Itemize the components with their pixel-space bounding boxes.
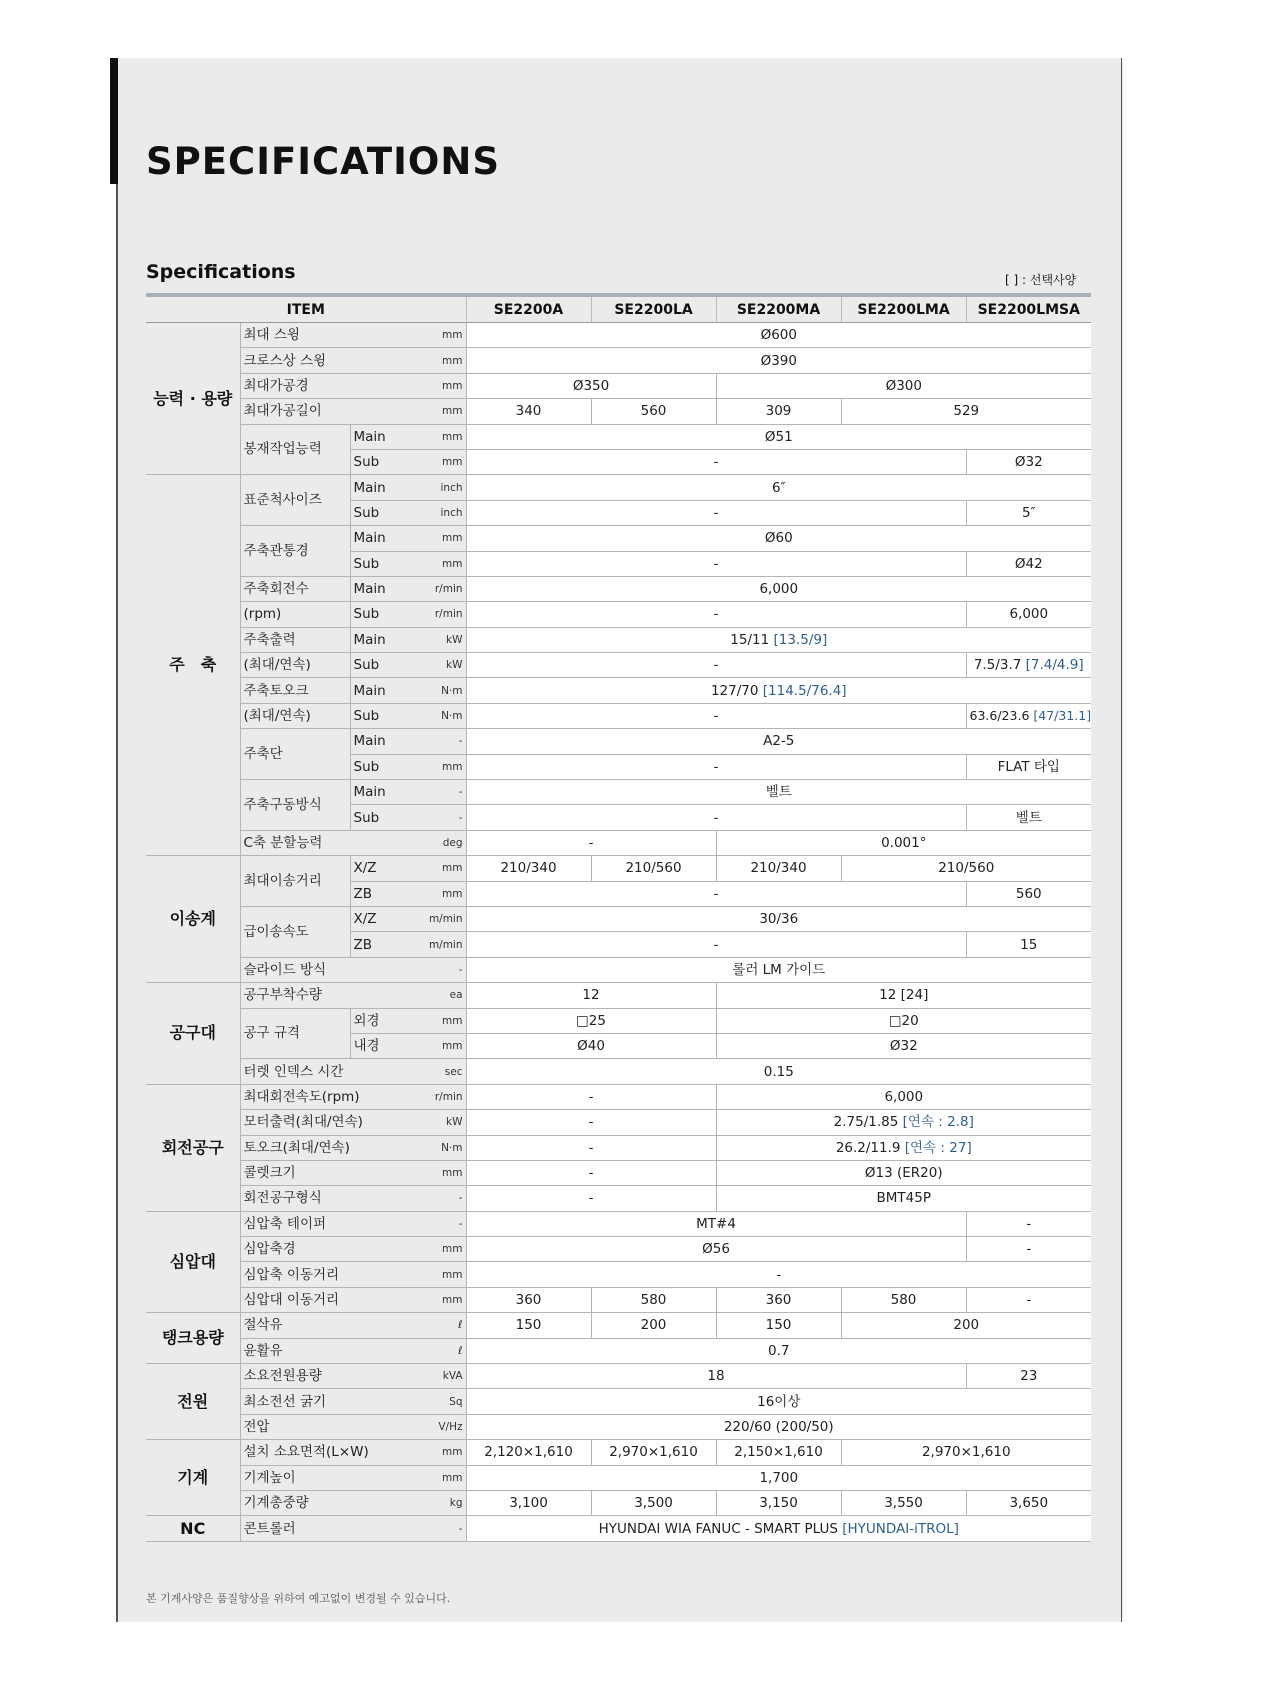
item-name: 슬라이드 방식 (240, 957, 404, 982)
table-row (146, 1414, 1091, 1439)
value-cell: Ø390 (466, 348, 1091, 373)
value-cell: Ø600 (466, 323, 1091, 348)
value-cell: Ø56 (466, 1237, 966, 1262)
unit: r/min (404, 576, 466, 601)
value-cell: - (466, 1135, 716, 1160)
unit: r/min (404, 602, 466, 627)
value-cell: 150 (466, 1313, 591, 1338)
table-row (146, 830, 1091, 855)
sub-label: Sub (350, 754, 404, 779)
header-model: SE2200LMA (841, 295, 966, 323)
value-cell: - (466, 602, 966, 627)
item-name: (최대/연속) (240, 653, 350, 678)
item-name: C축 분할능력 (240, 830, 404, 855)
header-model: SE2200A (466, 295, 591, 323)
item-name: 소요전원용량 (240, 1364, 404, 1389)
item-name: 급이송속도 (240, 906, 350, 957)
item-name: (rpm) (240, 602, 350, 627)
value-cell: 560 (591, 399, 716, 424)
sub-label: Sub (350, 500, 404, 525)
sub-label: X/Z (350, 856, 404, 881)
unit: m/min (404, 932, 466, 957)
value-cell: 0.7 (466, 1338, 1091, 1363)
value-text: 63.6/23.6 (969, 708, 1030, 724)
value-cell: - (466, 1084, 716, 1109)
table-row (146, 576, 1091, 601)
right-rule (1121, 58, 1122, 1622)
value-cell: 12 [24] (716, 983, 1091, 1008)
item-name: 표준척사이즈 (240, 475, 350, 526)
table-row (146, 957, 1091, 982)
value-cell: 1,700 (466, 1465, 1091, 1490)
unit: m/min (404, 906, 466, 931)
sub-label: Sub (350, 805, 404, 830)
value-cell: - (466, 1262, 1091, 1287)
group-label-nc: NC (146, 1516, 240, 1541)
value-cell (466, 627, 1091, 652)
footnote: 본 기계사양은 품질향상을 위하여 예고없이 변경될 수 있습니다. (146, 1592, 451, 1605)
value-cell: 6″ (466, 475, 1091, 500)
value-cell: - (466, 449, 966, 474)
unit: N·m (404, 703, 466, 728)
item-name: 심압축경 (240, 1237, 404, 1262)
table-row (146, 780, 1091, 805)
value-cell: 6,000 (466, 576, 1091, 601)
item-name: 공구부착수량 (240, 983, 404, 1008)
value-cell: 2,970×1,610 (591, 1440, 716, 1465)
sub-label: X/Z (350, 906, 404, 931)
option-value: [7.4/4.9] (1025, 657, 1084, 674)
value-cell (466, 1516, 1091, 1541)
table-row (146, 678, 1091, 703)
header-model: SE2200LMSA (966, 295, 1091, 323)
table-row (146, 1465, 1091, 1490)
table-row (146, 1389, 1091, 1414)
option-legend: [ ] : 선택사양 (1005, 273, 1077, 287)
table-row (146, 1287, 1091, 1312)
option-value: [114.5/76.4] (762, 682, 847, 699)
value-cell: 23 (966, 1364, 1091, 1389)
value-cell: 210/340 (716, 856, 841, 881)
value-cell: 5″ (966, 500, 1091, 525)
sub-label: Sub (350, 653, 404, 678)
group-label-capacity: 능력 · 용량 (146, 323, 240, 475)
value-cell: 30/36 (466, 906, 1091, 931)
value-cell: - (466, 653, 966, 678)
item-name: 최소전선 굵기 (240, 1389, 404, 1414)
value-cell: - (966, 1287, 1091, 1312)
value-cell: 210/560 (591, 856, 716, 881)
unit: N·m (404, 678, 466, 703)
unit: mm (404, 1033, 466, 1058)
value-cell: FLAT 타입 (966, 754, 1091, 779)
table-row (146, 323, 1091, 348)
unit: mm (404, 399, 466, 424)
item-name: 절삭유 (240, 1313, 404, 1338)
table-row (146, 1186, 1091, 1211)
unit: mm (404, 1160, 466, 1185)
value-cell: - (466, 703, 966, 728)
unit: sec (404, 1059, 466, 1084)
unit: mm (404, 348, 466, 373)
item-name: 심압축 테이퍼 (240, 1211, 404, 1236)
value-cell: Ø13 (ER20) (716, 1160, 1091, 1185)
table-header-row (146, 295, 1091, 323)
table-row (146, 1135, 1091, 1160)
table-row (146, 1237, 1091, 1262)
value-text: 127/70 (710, 682, 759, 699)
item-name: 심압대 이동거리 (240, 1287, 404, 1312)
item-name: 모터출력(최대/연속) (240, 1110, 404, 1135)
unit: ea (404, 983, 466, 1008)
group-label-tank: 탱크용량 (146, 1313, 240, 1364)
sub-label: Main (350, 526, 404, 551)
item-name: 주축토오크 (240, 678, 350, 703)
value-cell: 150 (716, 1313, 841, 1338)
option-value: [연속 : 27] (904, 1139, 972, 1156)
value-cell: 3,650 (966, 1490, 1091, 1515)
item-name: 콜렛크기 (240, 1160, 404, 1185)
item-name: 주축단 (240, 729, 350, 780)
value-cell: - (466, 1160, 716, 1185)
item-name: 최대이송거리 (240, 856, 350, 907)
value-cell: 2,120×1,610 (466, 1440, 591, 1465)
item-name: 크로스상 스윙 (240, 348, 404, 373)
unit: mm (404, 1287, 466, 1312)
unit: ℓ (404, 1338, 466, 1363)
option-value: [HYUNDAI-iTROL] (842, 1520, 959, 1537)
value-cell: □20 (716, 1008, 1091, 1033)
item-name: 회전공구형식 (240, 1186, 404, 1211)
group-label-rotary: 회전공구 (146, 1084, 240, 1211)
value-cell: 529 (841, 399, 1091, 424)
sub-label: Sub (350, 602, 404, 627)
unit: N·m (404, 1135, 466, 1160)
sub-label: Main (350, 729, 404, 754)
item-name: 최대가공길이 (240, 399, 404, 424)
unit: - (404, 729, 466, 754)
value-cell: - (466, 1186, 716, 1211)
value-cell: 벨트 (466, 780, 1091, 805)
sub-label: Main (350, 780, 404, 805)
unit: mm (404, 551, 466, 576)
section-title: Specifications (146, 261, 296, 283)
value-cell: 3,150 (716, 1490, 841, 1515)
table-row (146, 1516, 1091, 1541)
item-name: 전압 (240, 1414, 404, 1439)
unit: inch (404, 475, 466, 500)
group-label-tailstock: 심압대 (146, 1211, 240, 1313)
value-cell: - (466, 500, 966, 525)
unit: inch (404, 500, 466, 525)
value-cell: 0.001° (716, 830, 1091, 855)
item-name: 설치 소요면적(L×W) (240, 1440, 404, 1465)
value-cell: Ø300 (716, 373, 1091, 398)
value-cell: - (466, 551, 966, 576)
unit: - (404, 1211, 466, 1236)
sub-label: Main (350, 424, 404, 449)
item-name: 주축구동방식 (240, 780, 350, 831)
value-cell: □25 (466, 1008, 716, 1033)
value-cell: Ø350 (466, 373, 716, 398)
group-label-machine: 기계 (146, 1440, 240, 1516)
header-model: SE2200LA (591, 295, 716, 323)
value-text: 26.2/11.9 (835, 1139, 901, 1156)
unit: kVA (404, 1364, 466, 1389)
value-cell: 6,000 (716, 1084, 1091, 1109)
unit: r/min (404, 1084, 466, 1109)
table-row (146, 1490, 1091, 1515)
table-row (146, 653, 1091, 678)
item-name: 심압축 이동거리 (240, 1262, 404, 1287)
value-cell: - (466, 881, 966, 906)
unit: mm (404, 856, 466, 881)
value-cell (716, 1135, 1091, 1160)
item-name: 토오크(최대/연속) (240, 1135, 404, 1160)
value-cell: 360 (466, 1287, 591, 1312)
page-title: SPECIFICATIONS (146, 140, 500, 183)
value-cell: 2,970×1,610 (841, 1440, 1091, 1465)
item-name: 주축회전수 (240, 576, 350, 601)
header-model: SE2200MA (716, 295, 841, 323)
unit: mm (404, 373, 466, 398)
value-cell: 12 (466, 983, 716, 1008)
table-row (146, 1160, 1091, 1185)
item-name: 기계총중량 (240, 1490, 404, 1515)
table-row (146, 1338, 1091, 1363)
sub-label: Sub (350, 449, 404, 474)
unit: deg (404, 830, 466, 855)
unit: Sq (404, 1389, 466, 1414)
table-row (146, 602, 1091, 627)
value-cell (966, 703, 1091, 728)
value-cell: Ø32 (716, 1033, 1091, 1058)
sub-label: Main (350, 475, 404, 500)
spec-table (146, 293, 1091, 1542)
value-cell: 3,550 (841, 1490, 966, 1515)
table-row (146, 1313, 1091, 1338)
value-cell: 6,000 (966, 602, 1091, 627)
unit: kg (404, 1490, 466, 1515)
item-name: 최대가공경 (240, 373, 404, 398)
value-cell: - (466, 754, 966, 779)
group-label-feed: 이송계 (146, 856, 240, 983)
sub-label: Main (350, 576, 404, 601)
value-cell: - (466, 805, 966, 830)
option-value: [47/31.1] (1033, 708, 1092, 724)
table-row (146, 1364, 1091, 1389)
value-cell: A2-5 (466, 729, 1091, 754)
item-name: 최대 스윙 (240, 323, 404, 348)
value-cell: Ø32 (966, 449, 1091, 474)
table-row (146, 627, 1091, 652)
value-cell: Ø60 (466, 526, 1091, 551)
value-cell: 580 (841, 1287, 966, 1312)
table-row (146, 1262, 1091, 1287)
item-name: 기계높이 (240, 1465, 404, 1490)
unit: mm (404, 449, 466, 474)
item-name: 주축출력 (240, 627, 350, 652)
table-row (146, 1059, 1091, 1084)
value-text: 15/11 (730, 631, 770, 648)
value-cell: 3,500 (591, 1490, 716, 1515)
unit: mm (404, 1262, 466, 1287)
value-cell (716, 1110, 1091, 1135)
sub-label: Sub (350, 551, 404, 576)
table-row (146, 1211, 1091, 1236)
sub-label: Main (350, 678, 404, 703)
value-cell: 200 (591, 1313, 716, 1338)
unit: - (404, 957, 466, 982)
unit: kW (404, 1110, 466, 1135)
value-cell: 200 (841, 1313, 1091, 1338)
unit: - (404, 780, 466, 805)
sub-label: Sub (350, 703, 404, 728)
table-row (146, 475, 1091, 500)
item-name: 최대회전속도(rpm) (240, 1084, 404, 1109)
table-row (146, 729, 1091, 754)
option-value: [13.5/9] (773, 631, 828, 648)
value-cell: 580 (591, 1287, 716, 1312)
value-cell: 220/60 (200/50) (466, 1414, 1091, 1439)
value-cell: 2,150×1,610 (716, 1440, 841, 1465)
title-accent-bar (110, 58, 118, 184)
value-cell: - (466, 932, 966, 957)
table-row (146, 424, 1091, 449)
value-cell: 3,100 (466, 1490, 591, 1515)
value-cell: 309 (716, 399, 841, 424)
item-name: 터렛 인덱스 시간 (240, 1059, 404, 1084)
left-rule (116, 58, 118, 1622)
item-name: 주축관통경 (240, 526, 350, 577)
value-cell: - (966, 1237, 1091, 1262)
table-row (146, 399, 1091, 424)
unit: mm (404, 323, 466, 348)
unit: mm (404, 1440, 466, 1465)
sub-label: ZB (350, 932, 404, 957)
unit: mm (404, 424, 466, 449)
value-cell: 360 (716, 1287, 841, 1312)
value-cell: Ø42 (966, 551, 1091, 576)
group-label-spindle: 주 축 (146, 475, 240, 856)
value-cell: 0.15 (466, 1059, 1091, 1084)
value-cell: 16이상 (466, 1389, 1091, 1414)
table-row (146, 1440, 1091, 1465)
value-cell: BMT45P (716, 1186, 1091, 1211)
value-cell: - (466, 1110, 716, 1135)
value-cell: 340 (466, 399, 591, 424)
item-name: 윤활유 (240, 1338, 404, 1363)
unit: mm (404, 1008, 466, 1033)
value-cell: Ø51 (466, 424, 1091, 449)
header-item: ITEM (146, 295, 466, 323)
table-row (146, 1084, 1091, 1109)
value-cell: 18 (466, 1364, 966, 1389)
unit: mm (404, 1237, 466, 1262)
table-row (146, 1008, 1091, 1033)
table-row (146, 906, 1091, 931)
value-cell: 15 (966, 932, 1091, 957)
unit: - (404, 805, 466, 830)
table-row (146, 1110, 1091, 1135)
table-row (146, 348, 1091, 373)
sub-label: 외경 (350, 1008, 404, 1033)
item-name: (최대/연속) (240, 703, 350, 728)
unit: kW (404, 627, 466, 652)
sub-label: Main (350, 627, 404, 652)
option-value: [연속 : 2.8] (902, 1114, 974, 1131)
value-cell (966, 653, 1091, 678)
value-cell: - (966, 1211, 1091, 1236)
table-row (146, 526, 1091, 551)
sub-label: ZB (350, 881, 404, 906)
value-text: 2.75/1.85 (833, 1114, 899, 1131)
value-cell: 벨트 (966, 805, 1091, 830)
unit: mm (404, 1465, 466, 1490)
value-cell: MT#4 (466, 1211, 966, 1236)
unit: mm (404, 754, 466, 779)
unit: mm (404, 881, 466, 906)
value-cell: 210/560 (841, 856, 1091, 881)
value-text: 7.5/3.7 (973, 657, 1022, 674)
table-row (146, 856, 1091, 881)
value-cell: 560 (966, 881, 1091, 906)
group-label-turret: 공구대 (146, 983, 240, 1085)
value-cell: - (466, 830, 716, 855)
unit: V/Hz (404, 1414, 466, 1439)
item-name: 콘트롤러 (240, 1516, 404, 1541)
unit: ℓ (404, 1313, 466, 1338)
sub-label: 내경 (350, 1033, 404, 1058)
unit: mm (404, 526, 466, 551)
table-row (146, 983, 1091, 1008)
table-row (146, 373, 1091, 398)
item-name: 봉재작업능력 (240, 424, 350, 475)
group-label-power: 전원 (146, 1364, 240, 1440)
value-cell: 210/340 (466, 856, 591, 881)
value-cell (466, 678, 1091, 703)
value-text: HYUNDAI WIA FANUC - SMART PLUS (598, 1520, 838, 1537)
unit: - (404, 1186, 466, 1211)
unit: - (404, 1516, 466, 1541)
item-name: 공구 규격 (240, 1008, 350, 1059)
value-cell: Ø40 (466, 1033, 716, 1058)
value-cell: 롤러 LM 가이드 (466, 957, 1091, 982)
table-row (146, 703, 1091, 728)
unit: kW (404, 653, 466, 678)
